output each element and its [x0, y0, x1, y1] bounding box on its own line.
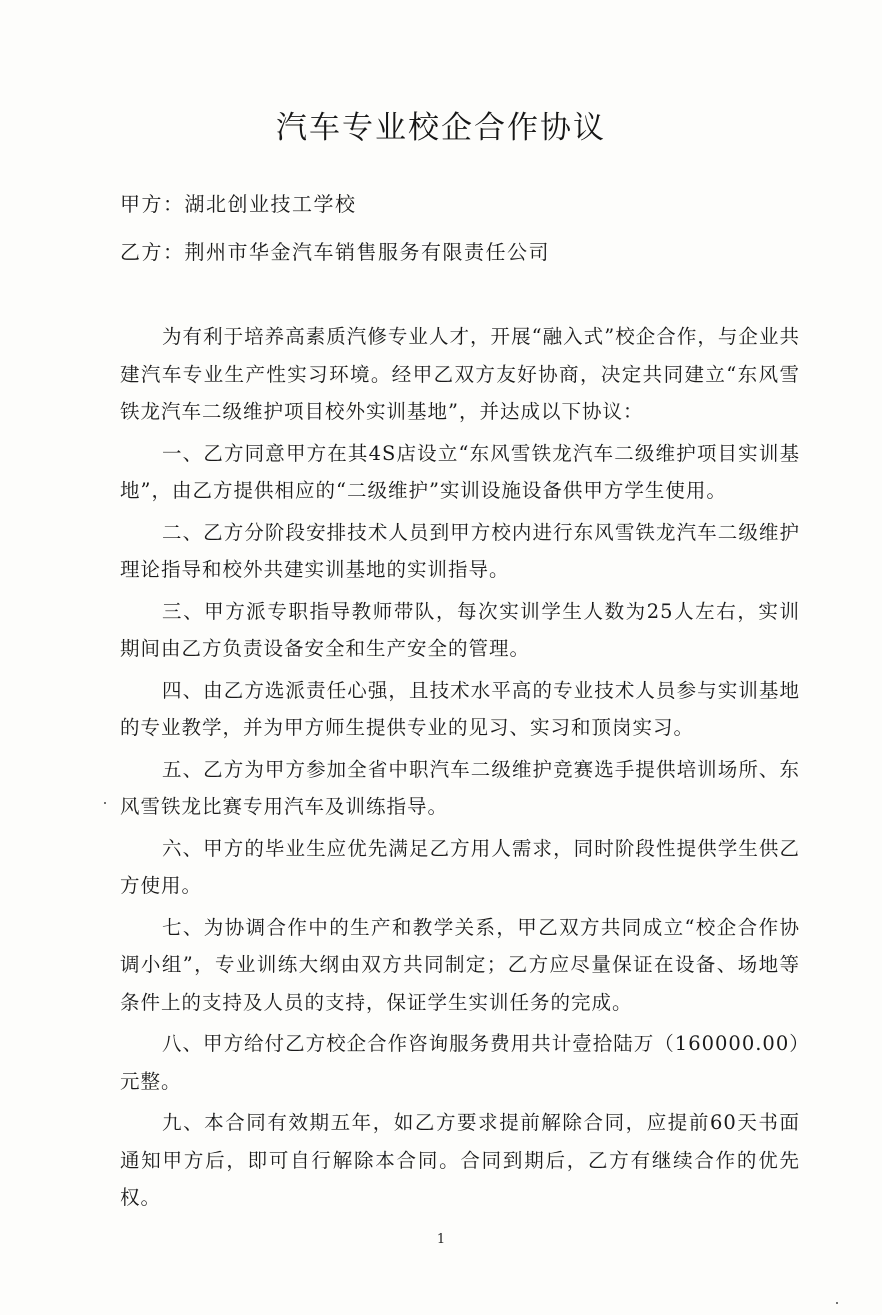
- agreement-body: [120, 318, 800, 1221]
- party-a-line: 甲方：湖北创业技工学校: [120, 192, 357, 216]
- clause-2: 二、乙方分阶段安排技术人员到甲方校内进行东风雪铁龙汽车二级维护理论指导和校外共建实训基地的实训指导。: [120, 520, 800, 581]
- party-b-line: 乙方：荆州市华金汽车销售服务有限责任公司: [120, 240, 550, 264]
- clause-8: 八、甲方给付乙方校企合作咨询服务费用共计壹拾陆万（160000.00）元整。: [120, 1032, 800, 1093]
- page-number: 1: [436, 1232, 446, 1247]
- scan-speck: [104, 802, 106, 804]
- clause-9: 九、本合同有效期五年，如乙方要求提前解除合同，应提前60天书面通知甲方后，即可自行解除本合同。合同到期后，乙方有继续合作的优先权。: [120, 1111, 800, 1209]
- document-title: 汽车专业校企合作协议: [276, 110, 606, 146]
- clause-7: 七、为协调合作中的生产和教学关系，甲乙双方共同成立“校企合作协调小组”，专业训练大纲由双方共同制定；乙方应尽量保证在设备、场地等条件上的支持及人员的支持，保证学生实训任务的完成。: [120, 915, 800, 1014]
- clause-3: 三、甲方派专职指导教师带队，每次实训学生人数为25人左右，实训期间由乙方负责设备安全和生产安全的管理。: [120, 599, 800, 660]
- clause-4: 四、由乙方选派责任心强，且技术水平高的专业技术人员参与实训基地的专业教学，并为甲方师生提供专业的见习、实习和顶岗实习。: [120, 678, 800, 739]
- clause-6: 六、甲方的毕业生应优先满足乙方用人需求，同时阶段性提供学生供乙方使用。: [120, 836, 800, 897]
- clause-5: 五、乙方为甲方参加全省中职汽车二级维护竞赛选手提供培训场所、东风雪铁龙比赛专用汽车及训练指导。: [120, 757, 800, 818]
- clause-1: 一、乙方同意甲方在其4S店设立“东风雪铁龙汽车二级维护项目实训基地”，由乙方提供相应的“二级维护”实训设施设备供甲方学生使用。: [120, 441, 800, 502]
- scan-speck: [836, 1302, 838, 1304]
- intro-paragraph: 为有利于培养高素质汽修专业人才，开展“融入式”校企合作，与企业共建汽车专业生产性实习环境。经甲乙双方友好协商，决定共同建立“东风雪铁龙汽车二级维护项目校外实训基地”，并达成以下协议：: [120, 325, 800, 423]
